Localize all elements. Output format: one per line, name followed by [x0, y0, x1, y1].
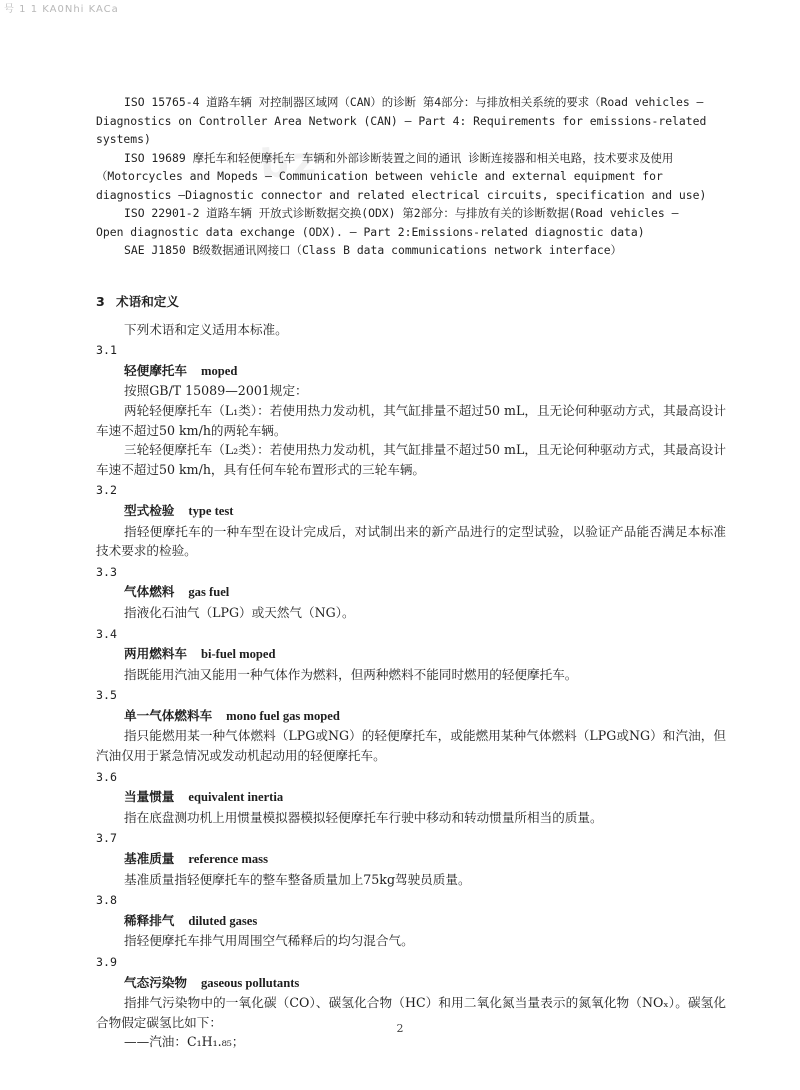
- term-entry: [96, 686, 726, 765]
- term-name-zh: 当量惯量: [124, 789, 175, 805]
- normative-references: [96, 93, 708, 260]
- term-name: [96, 973, 726, 994]
- term-definition: 按照GB/T 15089—2001规定：: [124, 383, 308, 399]
- term-number: 3.4: [96, 626, 117, 641]
- term-definition: 指轻便摩托车排气用周围空气稀释后的均匀混合气。: [124, 933, 414, 949]
- term-name: [96, 582, 726, 603]
- term-definition: 指只能燃用某一种气体燃料（LPG或NG）的轻便摩托车，或能燃用某种气体燃料（LPG或NG）和汽油，但汽油仅用于紧急情况或发动机起动用的轻便摩托车。: [96, 728, 726, 764]
- term-definition: ——汽油：C₁H₁.₈₅；: [124, 1034, 245, 1050]
- term-name-en: mono fuel gas moped: [226, 708, 340, 723]
- term-number: 3.7: [96, 831, 117, 846]
- term-entry: [96, 768, 726, 828]
- terms-list: [96, 341, 726, 1052]
- term-number: 3.8: [96, 893, 117, 908]
- term-name-en: bi-fuel moped: [200, 647, 276, 662]
- term-definition: 两轮轻便摩托车（L₁类）：若使用热力发动机，其气缸排量不超过50 mL，且无论何种驱动方式，其最高设计车速不超过50 km/h的两轮车辆。: [96, 402, 726, 438]
- term-definition: 指液化石油气（LPG）或天然气（NG）。: [124, 604, 355, 620]
- term-number: 3.5: [96, 688, 117, 703]
- main-content: [96, 292, 726, 1052]
- page-number: 2: [396, 1022, 404, 1035]
- watermark: bz: [258, 137, 322, 189]
- term-name: [96, 787, 726, 808]
- term-name-en: reference mass: [188, 852, 268, 867]
- term-definition: 指在底盘测功机上用惯量模拟器模拟轻便摩托车行驶中移动和转动惯量所相当的质量。: [124, 809, 603, 825]
- term-definition: 指轻便摩托车的一种车型在设计完成后，对试制出来的新产品进行的定型试验，以验证产品能否满足本标准技术要求的检验。: [96, 523, 726, 559]
- term-name-en: type test: [188, 503, 234, 518]
- term-name-zh: 两用燃料车: [124, 646, 187, 662]
- section-intro: 下列术语和定义适用本标准。: [124, 321, 288, 337]
- term-name: [96, 911, 726, 932]
- reference-entry: ISO 19689 摩托车和轻便摩托车 车辆和外部诊断装置之间的通讯 诊断连接器和相关电路，技术要求及使用（Motorcycles and Mopeds — Communication between vehicle and external equipment for diagnostics —Diagnostic connector and related electrical circuits, specification and use): [96, 150, 707, 202]
- term-name-zh: 气体燃料: [124, 584, 175, 600]
- term-name: [96, 501, 726, 522]
- term-name-en: equivalent inertia: [188, 790, 284, 805]
- term-entry: [96, 891, 726, 951]
- term-name: [96, 706, 726, 727]
- term-number: 3.9: [96, 955, 117, 969]
- term-number: 3.2: [96, 483, 117, 498]
- term-name: [96, 849, 726, 870]
- term-name-zh: 轻便摩托车: [124, 362, 187, 378]
- page-header-text: 号 1 1 KA0Nhi KACa: [4, 4, 119, 15]
- term-number: 3.6: [96, 769, 117, 784]
- term-name-en: gaseous pollutants: [200, 975, 300, 990]
- section-title: 术语和定义: [116, 294, 179, 309]
- term-name-en: diluted gases: [188, 913, 258, 928]
- term-name-en: gas fuel: [188, 585, 230, 600]
- section-number: 3: [96, 294, 105, 309]
- term-name: [96, 644, 726, 665]
- term-name-zh: 型式检验: [124, 502, 175, 518]
- term-definition: 三轮轻便摩托车（L₂类）：若使用热力发动机，其气缸排量不超过50 mL，且无论何种驱动方式，其最高设计车速不超过50 km/h，具有任何车轮布置形式的三轮车辆。: [96, 442, 726, 477]
- term-name-zh: 单一气体燃料车: [124, 707, 213, 723]
- reference-entry: ISO 15765-4 道路车辆 对控制器区域网（CAN）的诊断 第4部分：与排放相关系统的要求（Road vehicles — Diagnostics on Controller Area Network (CAN) — Part 4: Requirements for emissions-related systems): [96, 95, 707, 146]
- reference-entry: SAE J1850 B级数据通讯网接口（Class B data communications network interface）: [124, 243, 622, 257]
- term-name-zh: 气态污染物: [124, 974, 187, 990]
- term-entry: [96, 341, 726, 479]
- term-entry: [96, 953, 726, 1052]
- reference-entry: ISO 22901-2 道路车辆 开放式诊断数据交换(ODX) 第2部分：与排放有关的诊断数据(Road vehicles — Open diagnostic data exchange (ODX). — Part 2:Emissions-related diagnostic data): [96, 206, 679, 239]
- term-name-en: moped: [200, 363, 238, 378]
- term-entry: [96, 481, 726, 560]
- term-number: 3.3: [96, 564, 117, 579]
- term-name-zh: 基准质量: [124, 851, 175, 867]
- term-name: [96, 361, 726, 382]
- term-entry: [96, 563, 726, 623]
- term-entry: [96, 829, 726, 889]
- term-name-zh: 稀释排气: [124, 912, 175, 928]
- term-definition: 指排气污染物中的一氧化碳（CO）、碳氢化合物（HC）和用二氧化氮当量表示的氮氧化物（NOₓ）。碳氢化合物假定碳氢比如下：: [96, 995, 726, 1030]
- term-definition: 基准质量指轻便摩托车的整车整备质量加上75kg驾驶员质量。: [124, 871, 471, 887]
- term-entry: [96, 625, 726, 685]
- term-definition: 指既能用汽油又能用一种气体作为燃料，但两种燃料不能同时燃用的轻便摩托车。: [124, 666, 578, 682]
- term-number: 3.1: [96, 343, 117, 358]
- section-heading: [96, 292, 726, 312]
